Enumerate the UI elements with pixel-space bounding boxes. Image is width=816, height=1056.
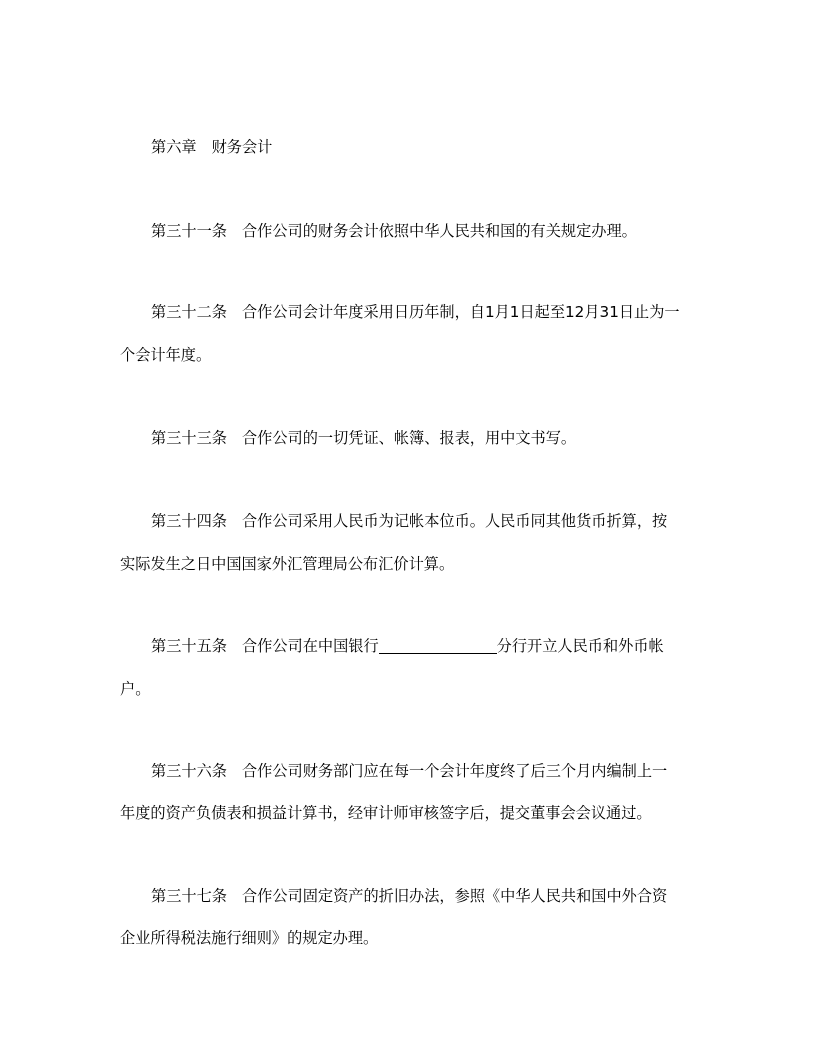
article-31 — [151, 221, 741, 241]
article-text: 合作公司采用人民币为记帐本位币。人民币同其他货币折算，按 — [241, 512, 668, 530]
article-35-cont: 户。 — [120, 680, 151, 698]
article-37 — [151, 886, 741, 906]
article-32 — [151, 302, 741, 322]
article-number: 第三十七条 — [151, 887, 227, 905]
chapter-title: 财务会计 — [211, 138, 273, 156]
article-text: 合作公司会计年度采用日历年制，自1月1日起至12月31日止为一 — [241, 303, 680, 321]
article-36 — [151, 761, 741, 781]
article-number: 第三十二条 — [151, 303, 227, 321]
article-32-cont: 个会计年度。 — [120, 346, 212, 364]
article-text: 分行开立人民币和外币帐 — [496, 637, 664, 655]
bank-branch-blank — [379, 639, 497, 654]
article-34-cont: 实际发生之日中国国家外汇管理局公布汇价计算。 — [120, 555, 455, 573]
chapter-number: 第六章 — [151, 138, 197, 156]
article-text: 合作公司的一切凭证、帐簿、报表，用中文书写。 — [241, 429, 577, 447]
article-text: 合作公司在中国银行 — [241, 637, 379, 655]
article-number: 第三十五条 — [151, 637, 227, 655]
article-number: 第三十一条 — [151, 222, 227, 240]
article-number: 第三十四条 — [151, 512, 227, 530]
article-36-cont: 年度的资产负债表和损益计算书，经审计师审核签字后，提交董事会会议通过。 — [120, 804, 652, 822]
article-37-cont: 企业所得税法施行细则》的规定办理。 — [120, 929, 379, 947]
article-text: 合作公司的财务会计依照中华人民共和国的有关规定办理。 — [241, 222, 637, 240]
article-text: 合作公司固定资产的折旧办法，参照《中华人民共和国中外合资 — [241, 887, 668, 905]
article-35 — [151, 636, 741, 656]
article-number: 第三十六条 — [151, 762, 227, 780]
article-number: 第三十三条 — [151, 429, 227, 447]
chapter-heading — [151, 137, 741, 157]
article-text: 合作公司财务部门应在每一个会计年度终了后三个月内编制上一 — [241, 762, 668, 780]
article-34 — [151, 511, 741, 531]
article-33 — [151, 428, 741, 448]
